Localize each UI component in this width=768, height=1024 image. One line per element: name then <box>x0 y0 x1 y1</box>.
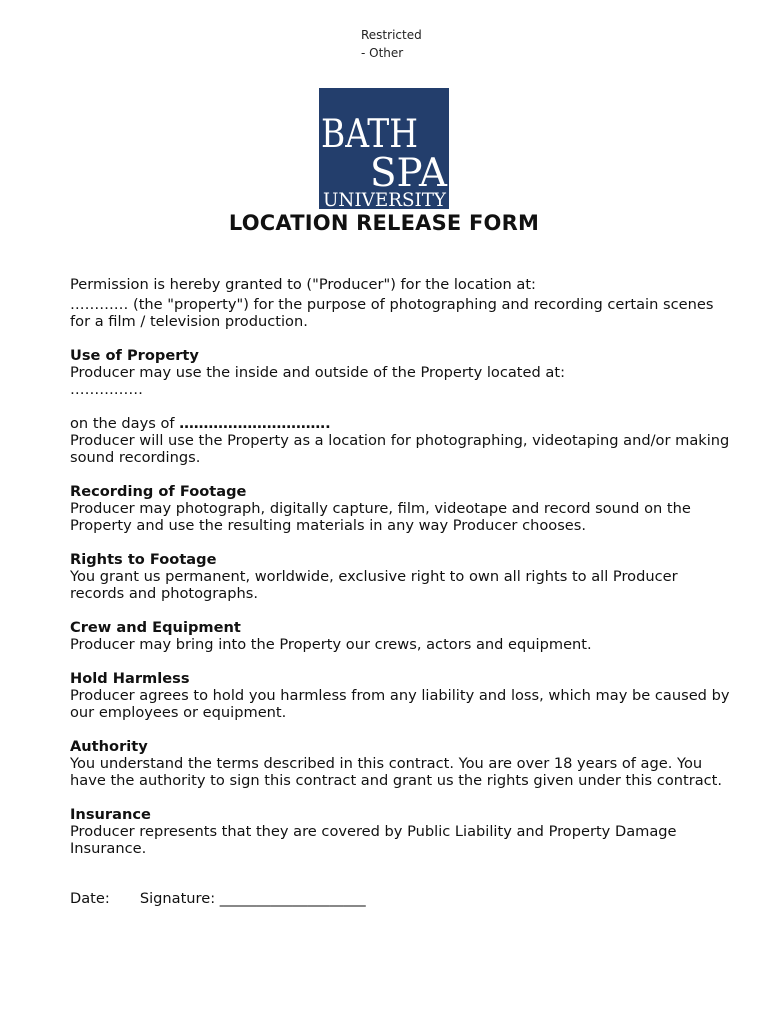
signature-line <box>70 890 730 907</box>
days-label: on the days of <box>70 415 180 432</box>
section-heading: Crew and Equipment <box>70 619 241 636</box>
section-rights-to-footage <box>70 551 730 602</box>
address-placeholder: …………… <box>70 381 143 398</box>
section-body: Producer may use the inside and outside of the Property located at: <box>70 364 565 381</box>
date-label: Date: <box>70 890 110 907</box>
section-heading: Insurance <box>70 806 151 823</box>
logo-line-spa: SPA <box>370 151 448 196</box>
document-body <box>70 276 730 907</box>
classification-label: Restricted - Other <box>361 28 422 60</box>
section-body: Producer represents that they are covered by Public Liability and Property Damage Insurance. <box>70 823 677 857</box>
section-recording-of-footage <box>70 483 730 534</box>
bath-spa-university-logo <box>319 88 449 209</box>
section-heading: Rights to Footage <box>70 551 217 568</box>
logo-line-bath: BATH <box>321 112 418 157</box>
days-line <box>70 415 730 432</box>
intro-property-line: ………… (the "property") for the purpose of photographing and recording certain scenes for a film / television production. <box>70 296 714 330</box>
page-title: LOCATION RELEASE FORM <box>228 211 540 235</box>
days-placeholder: …………………………. <box>179 415 331 432</box>
section-body: You understand the terms described in this contract. You are over 18 years of age. You have the authority to sign this contract and grant us the rights given under this contract. <box>70 755 723 789</box>
logo-line-university: UNIVERSITY <box>323 189 447 209</box>
section-body: Producer may photograph, digitally capture, film, videotape and record sound on the Property and use the resulting materials in any way Producer chooses. <box>70 500 691 534</box>
section-body: Producer will use the Property as a location for photographing, videotaping and/or making sound recordings. <box>70 432 730 466</box>
intro-line: Permission is hereby granted to ("Producer") for the location at: <box>70 276 536 293</box>
section-heading: Authority <box>70 738 148 755</box>
section-body: Producer may bring into the Property our crews, actors and equipment. <box>70 636 592 653</box>
section-crew-and-equipment <box>70 619 730 653</box>
section-body: You grant us permanent, worldwide, exclusive right to own all rights to all Producer records and photographs. <box>70 568 678 602</box>
section-authority <box>70 738 730 789</box>
section-use-of-property <box>70 347 730 466</box>
logo-wordmark <box>319 88 449 209</box>
signature-label: Signature: ____________________ <box>139 890 366 907</box>
section-hold-harmless <box>70 670 730 721</box>
section-heading: Recording of Footage <box>70 483 247 500</box>
section-body: Producer agrees to hold you harmless from any liability and loss, which may be caused by our employees or equipment. <box>70 687 730 721</box>
section-heading: Hold Harmless <box>70 670 190 687</box>
section-heading: Use of Property <box>70 347 199 364</box>
section-insurance <box>70 806 730 857</box>
